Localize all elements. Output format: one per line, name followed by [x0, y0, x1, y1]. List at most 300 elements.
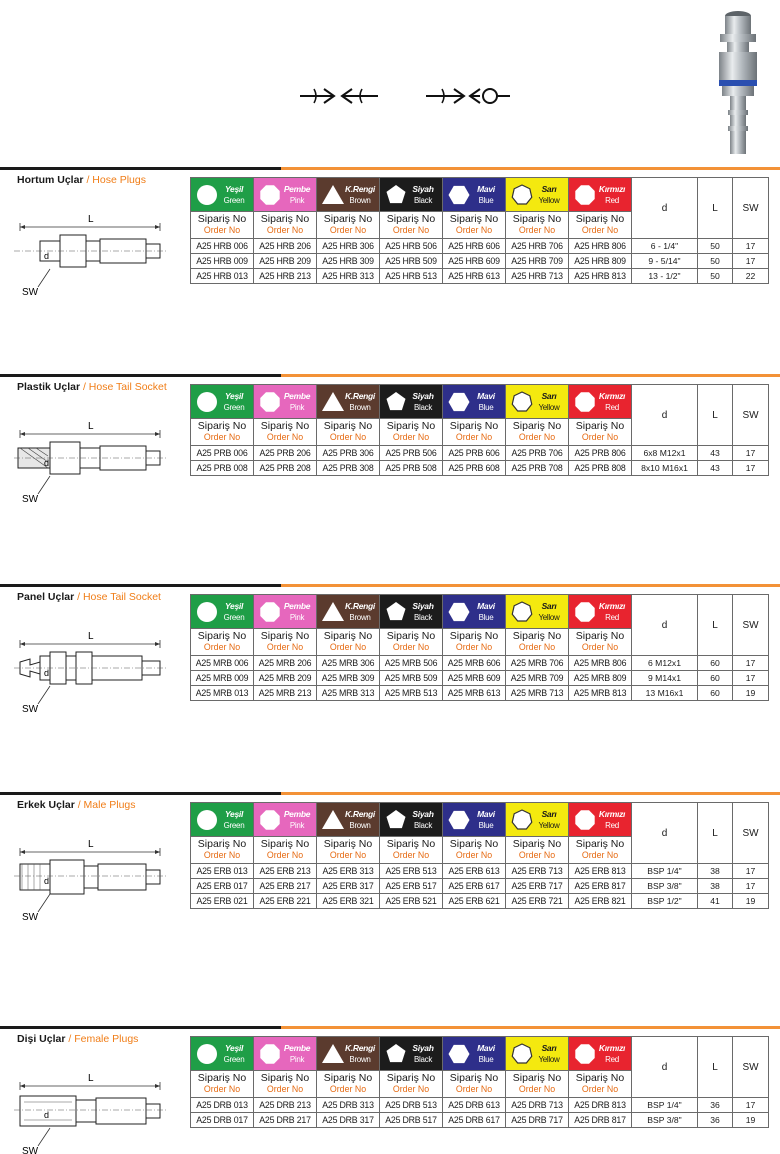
order-no-tr: Sipariş No	[512, 630, 562, 642]
order-code-cell: A25 MRB 206	[254, 656, 317, 671]
order-code-cell: A25 HRB 709	[506, 254, 569, 269]
color-swatch-black	[380, 803, 443, 837]
column-header-d: d	[632, 595, 698, 656]
order-no-tr: Sipariş No	[575, 420, 625, 432]
order-code-cell: A25 DRB 817	[569, 1113, 632, 1128]
column-header-d: d	[632, 385, 698, 446]
color-name-tr: Mavi	[477, 601, 495, 611]
column-header-SW: SW	[733, 595, 769, 656]
color-swatch-green	[191, 1037, 254, 1071]
order-code-cell: A25 DRB 013	[191, 1098, 254, 1113]
d-cell: BSP 3/8"	[632, 879, 698, 894]
column-header-d: d	[632, 1037, 698, 1098]
order-no-header	[380, 1071, 443, 1098]
table-row	[191, 879, 769, 894]
order-no-header	[317, 1071, 380, 1098]
order-code-cell: A25 ERB 717	[506, 879, 569, 894]
catalog-header	[0, 0, 780, 160]
d-cell: BSP 1/4"	[632, 864, 698, 879]
order-no-header	[506, 837, 569, 864]
order-no-en: Order No	[455, 642, 493, 652]
order-no-tr: Sipariş No	[197, 838, 247, 850]
section-title-en: / Hose Plugs	[86, 174, 146, 186]
order-code-cell: A25 MRB 709	[506, 671, 569, 686]
column-header-d: d	[632, 178, 698, 239]
order-no-en: Order No	[203, 850, 241, 860]
color-name-en: Brown	[349, 403, 371, 412]
SW-cell: 17	[733, 461, 769, 476]
order-no-tr: Sipariş No	[449, 420, 499, 432]
order-code-cell: A25 PRB 706	[506, 446, 569, 461]
dimension-d-label: d	[44, 668, 50, 678]
section-divider	[0, 1026, 780, 1029]
quick-coupling-plug-image	[700, 6, 770, 156]
color-name-en: Pink	[289, 821, 305, 830]
order-code-cell: A25 DRB 313	[317, 1098, 380, 1113]
spec-table	[190, 594, 769, 701]
SW-cell: 19	[733, 1113, 769, 1128]
color-name-en: Yellow	[538, 403, 560, 412]
order-no-header	[380, 212, 443, 239]
color-name-tr: Sarı	[541, 184, 557, 194]
color-name-tr: K.Rengi	[344, 184, 375, 194]
order-code-cell: A25 HRB 813	[569, 269, 632, 284]
color-name-tr: Mavi	[477, 184, 495, 194]
octagon-icon	[258, 390, 282, 414]
order-no-en: Order No	[455, 225, 493, 235]
color-name-tr: Siyah	[412, 601, 434, 611]
order-no-tr: Sipariş No	[260, 420, 310, 432]
order-no-en: Order No	[329, 432, 367, 442]
order-no-tr: Sipariş No	[512, 213, 562, 225]
spec-table	[190, 1036, 769, 1128]
coupling-technical-drawing	[10, 820, 180, 930]
dimension-SW-label: SW	[22, 704, 39, 715]
order-code-cell: A25 ERB 713	[506, 864, 569, 879]
order-code-cell: A25 DRB 717	[506, 1113, 569, 1128]
order-no-tr: Sipariş No	[323, 630, 373, 642]
L-cell: 38	[698, 879, 733, 894]
order-code-cell: A25 HRB 006	[191, 239, 254, 254]
L-cell: 60	[698, 671, 733, 686]
order-code-cell: A25 HRB 313	[317, 269, 380, 284]
order-no-header	[443, 212, 506, 239]
circle-icon	[195, 1042, 219, 1066]
order-code-cell: A25 HRB 306	[317, 239, 380, 254]
color-name-tr: Pembe	[283, 1043, 311, 1053]
octagon-icon	[573, 1042, 597, 1066]
d-cell: 8x10 M16x1	[632, 461, 698, 476]
color-name-tr: Sarı	[541, 391, 557, 401]
color-name-en: Black	[413, 196, 433, 205]
color-name-tr: Kırmızı	[598, 1043, 626, 1053]
order-code-cell: A25 PRB 008	[191, 461, 254, 476]
order-code-cell: A25 DRB 617	[443, 1113, 506, 1128]
color-swatch-pink	[254, 178, 317, 212]
order-no-en: Order No	[392, 850, 430, 860]
order-code-cell: A25 ERB 513	[380, 864, 443, 879]
order-no-header	[317, 419, 380, 446]
color-name-tr: Yeşil	[224, 809, 244, 819]
L-cell: 41	[698, 894, 733, 909]
heptagon-icon	[510, 600, 534, 624]
octagon-icon	[258, 1042, 282, 1066]
order-code-cell: A25 PRB 006	[191, 446, 254, 461]
order-no-en: Order No	[329, 1084, 367, 1094]
d-cell: 13 - 1/2"	[632, 269, 698, 284]
color-swatch-pink	[254, 595, 317, 629]
quick-coupling-symbol-icon	[298, 78, 382, 114]
order-code-cell: A25 DRB 713	[506, 1098, 569, 1113]
color-name-en: Yellow	[538, 613, 560, 622]
order-code-cell: A25 ERB 821	[569, 894, 632, 909]
order-code-cell: A25 HRB 809	[569, 254, 632, 269]
pentagon-icon	[384, 183, 408, 207]
order-code-cell: A25 ERB 613	[443, 864, 506, 879]
table-row	[191, 864, 769, 879]
color-name-en: Blue	[478, 1055, 494, 1064]
order-no-tr: Sipariş No	[575, 1072, 625, 1084]
order-code-cell: A25 ERB 321	[317, 894, 380, 909]
color-name-tr: Mavi	[477, 1043, 495, 1053]
color-name-tr: K.Rengi	[344, 1043, 375, 1053]
triangle-icon	[321, 808, 345, 832]
order-no-tr: Sipariş No	[575, 213, 625, 225]
color-name-en: Black	[413, 821, 433, 830]
section-title-en: / Hose Tail Socket	[77, 591, 161, 603]
SW-cell: 17	[733, 656, 769, 671]
order-code-cell: A25 MRB 309	[317, 671, 380, 686]
color-name-tr: Siyah	[412, 809, 434, 819]
order-no-header	[191, 419, 254, 446]
order-code-cell: A25 PRB 808	[569, 461, 632, 476]
dimension-L-label: L	[88, 214, 94, 225]
table-row	[191, 1098, 769, 1113]
table-row	[191, 269, 769, 284]
color-name-tr: Yeşil	[224, 601, 244, 611]
color-swatch-green	[191, 385, 254, 419]
SW-cell: 17	[733, 1098, 769, 1113]
section-title	[17, 174, 146, 186]
color-swatch-blue	[443, 595, 506, 629]
section-divider	[0, 374, 780, 377]
color-name-tr: K.Rengi	[344, 809, 375, 819]
color-name-en: Green	[223, 196, 245, 205]
order-code-cell: A25 ERB 017	[191, 879, 254, 894]
coupling-technical-drawing	[10, 612, 180, 722]
color-name-tr: K.Rengi	[344, 391, 375, 401]
order-no-tr: Sipariş No	[386, 838, 436, 850]
octagon-icon	[573, 183, 597, 207]
color-swatch-brown	[317, 595, 380, 629]
order-no-tr: Sipariş No	[575, 838, 625, 850]
quick-coupling-open-symbol-icon	[424, 78, 514, 114]
order-no-en: Order No	[392, 1084, 430, 1094]
order-no-en: Order No	[518, 225, 556, 235]
order-no-tr: Sipariş No	[197, 420, 247, 432]
order-code-cell: A25 MRB 606	[443, 656, 506, 671]
order-code-cell: A25 PRB 508	[380, 461, 443, 476]
color-swatch-brown	[317, 385, 380, 419]
order-no-tr: Sipariş No	[449, 630, 499, 642]
color-swatch-red	[569, 1037, 632, 1071]
order-code-cell: A25 DRB 517	[380, 1113, 443, 1128]
color-swatch-red	[569, 803, 632, 837]
hexagon-icon	[447, 808, 471, 832]
color-name-en: Yellow	[538, 1055, 560, 1064]
pentagon-icon	[384, 600, 408, 624]
table-row	[191, 254, 769, 269]
order-no-header	[506, 212, 569, 239]
column-header-L: L	[698, 178, 733, 239]
order-code-cell: A25 DRB 513	[380, 1098, 443, 1113]
order-code-cell: A25 MRB 506	[380, 656, 443, 671]
order-no-tr: Sipariş No	[197, 630, 247, 642]
hexagon-icon	[447, 600, 471, 624]
color-name-tr: Sarı	[541, 809, 557, 819]
color-name-en: Red	[605, 613, 619, 622]
order-code-cell: A25 MRB 009	[191, 671, 254, 686]
column-header-L: L	[698, 803, 733, 864]
order-no-tr: Sipariş No	[449, 213, 499, 225]
color-name-en: Pink	[289, 1055, 305, 1064]
circle-icon	[195, 183, 219, 207]
order-code-cell: A25 MRB 706	[506, 656, 569, 671]
order-no-tr: Sipariş No	[323, 213, 373, 225]
order-code-cell: A25 HRB 513	[380, 269, 443, 284]
d-cell: 6 - 1/4"	[632, 239, 698, 254]
d-cell: BSP 1/2"	[632, 894, 698, 909]
order-code-cell: A25 MRB 209	[254, 671, 317, 686]
order-code-cell: A25 PRB 606	[443, 446, 506, 461]
color-name-tr: Kırmızı	[598, 184, 626, 194]
order-code-cell: A25 MRB 306	[317, 656, 380, 671]
color-name-en: Black	[413, 403, 433, 412]
order-code-cell: A25 HRB 706	[506, 239, 569, 254]
order-code-cell: A25 ERB 617	[443, 879, 506, 894]
circle-icon	[195, 390, 219, 414]
order-code-cell: A25 HRB 609	[443, 254, 506, 269]
color-name-tr: Pembe	[283, 184, 311, 194]
dimension-L-label: L	[88, 631, 94, 642]
color-name-en: Green	[223, 403, 245, 412]
order-no-en: Order No	[266, 1084, 304, 1094]
color-swatch-pink	[254, 803, 317, 837]
d-cell: 9 M14x1	[632, 671, 698, 686]
d-cell: 6x8 M12x1	[632, 446, 698, 461]
order-code-cell: A25 PRB 708	[506, 461, 569, 476]
order-code-cell: A25 MRB 809	[569, 671, 632, 686]
color-swatch-yellow	[506, 803, 569, 837]
L-cell: 50	[698, 254, 733, 269]
SW-cell: 19	[733, 894, 769, 909]
order-no-en: Order No	[266, 642, 304, 652]
order-code-cell: A25 HRB 713	[506, 269, 569, 284]
order-code-cell: A25 ERB 213	[254, 864, 317, 879]
color-name-en: Pink	[289, 403, 305, 412]
order-no-header	[191, 629, 254, 656]
color-name-en: Black	[413, 1055, 433, 1064]
order-code-cell: A25 HRB 009	[191, 254, 254, 269]
order-no-header	[380, 837, 443, 864]
pentagon-icon	[384, 390, 408, 414]
order-code-cell: A25 MRB 509	[380, 671, 443, 686]
L-cell: 50	[698, 269, 733, 284]
color-swatch-brown	[317, 1037, 380, 1071]
order-no-en: Order No	[581, 642, 619, 652]
order-code-cell: A25 DRB 613	[443, 1098, 506, 1113]
order-no-en: Order No	[329, 225, 367, 235]
spec-table	[190, 384, 769, 476]
SW-cell: 17	[733, 446, 769, 461]
octagon-icon	[573, 808, 597, 832]
circle-icon	[195, 808, 219, 832]
color-swatch-brown	[317, 803, 380, 837]
order-no-tr: Sipariş No	[512, 420, 562, 432]
order-code-cell: A25 ERB 013	[191, 864, 254, 879]
column-header-L: L	[698, 595, 733, 656]
order-code-cell: A25 DRB 813	[569, 1098, 632, 1113]
color-name-en: Brown	[349, 821, 371, 830]
order-code-cell: A25 MRB 613	[443, 686, 506, 701]
color-name-tr: K.Rengi	[344, 601, 375, 611]
color-swatch-yellow	[506, 385, 569, 419]
order-no-tr: Sipariş No	[323, 1072, 373, 1084]
order-no-header	[317, 837, 380, 864]
table-row	[191, 894, 769, 909]
order-code-cell: A25 HRB 206	[254, 239, 317, 254]
color-name-en: Red	[605, 403, 619, 412]
color-swatch-red	[569, 595, 632, 629]
pentagon-icon	[384, 808, 408, 832]
order-no-tr: Sipariş No	[449, 1072, 499, 1084]
order-code-cell: A25 HRB 209	[254, 254, 317, 269]
order-no-tr: Sipariş No	[386, 213, 436, 225]
section-title-tr: Plastik Uçlar	[17, 381, 81, 393]
L-cell: 60	[698, 686, 733, 701]
color-swatch-yellow	[506, 178, 569, 212]
order-code-cell: A25 DRB 317	[317, 1113, 380, 1128]
order-no-tr: Sipariş No	[260, 213, 310, 225]
order-no-en: Order No	[203, 1084, 241, 1094]
section-title	[17, 591, 161, 603]
SW-cell: 17	[733, 254, 769, 269]
order-code-cell: A25 MRB 013	[191, 686, 254, 701]
order-no-en: Order No	[392, 225, 430, 235]
order-no-tr: Sipariş No	[260, 838, 310, 850]
hexagon-icon	[447, 183, 471, 207]
SW-cell: 17	[733, 671, 769, 686]
table-row	[191, 239, 769, 254]
order-no-tr: Sipariş No	[449, 838, 499, 850]
order-code-cell: A25 HRB 606	[443, 239, 506, 254]
color-name-en: Pink	[289, 196, 305, 205]
order-no-header	[569, 1071, 632, 1098]
order-no-en: Order No	[581, 850, 619, 860]
table-row	[191, 656, 769, 671]
order-no-en: Order No	[392, 432, 430, 442]
order-code-cell: A25 PRB 506	[380, 446, 443, 461]
color-name-tr: Mavi	[477, 809, 495, 819]
color-name-tr: Siyah	[412, 391, 434, 401]
dimension-SW-label: SW	[22, 912, 39, 923]
order-code-cell: A25 ERB 317	[317, 879, 380, 894]
column-header-d: d	[632, 803, 698, 864]
order-no-header	[443, 837, 506, 864]
order-code-cell: A25 PRB 208	[254, 461, 317, 476]
order-code-cell: A25 DRB 213	[254, 1098, 317, 1113]
order-no-header	[506, 1071, 569, 1098]
order-no-en: Order No	[329, 850, 367, 860]
color-name-tr: Yeşil	[224, 184, 244, 194]
order-no-en: Order No	[266, 850, 304, 860]
color-swatch-yellow	[506, 1037, 569, 1071]
order-code-cell: A25 ERB 817	[569, 879, 632, 894]
order-code-cell: A25 ERB 217	[254, 879, 317, 894]
dimension-d-label: d	[44, 458, 50, 468]
octagon-icon	[258, 183, 282, 207]
color-swatch-pink	[254, 1037, 317, 1071]
heptagon-icon	[510, 808, 534, 832]
order-no-header	[569, 629, 632, 656]
order-no-header	[254, 419, 317, 446]
order-no-header	[506, 629, 569, 656]
section-title-tr: Erkek Uçlar	[17, 799, 75, 811]
section-divider	[0, 167, 780, 170]
octagon-icon	[258, 808, 282, 832]
SW-cell: 22	[733, 269, 769, 284]
color-name-en: Green	[223, 1055, 245, 1064]
order-code-cell: A25 HRB 309	[317, 254, 380, 269]
color-swatch-black	[380, 1037, 443, 1071]
color-name-en: Green	[223, 613, 245, 622]
section-title	[17, 799, 136, 811]
order-no-tr: Sipariş No	[386, 630, 436, 642]
triangle-icon	[321, 600, 345, 624]
order-code-cell: A25 MRB 006	[191, 656, 254, 671]
order-no-header	[191, 837, 254, 864]
section-divider	[0, 584, 780, 587]
spec-table	[190, 177, 769, 284]
order-no-en: Order No	[203, 225, 241, 235]
order-no-en: Order No	[518, 432, 556, 442]
dimension-L-label: L	[88, 421, 94, 432]
column-header-L: L	[698, 385, 733, 446]
dimension-SW-label: SW	[22, 1146, 39, 1154]
order-no-header	[443, 629, 506, 656]
order-code-cell: A25 PRB 608	[443, 461, 506, 476]
section-title-en: / Female Plugs	[68, 1033, 139, 1045]
L-cell: 43	[698, 461, 733, 476]
color-swatch-blue	[443, 385, 506, 419]
order-no-header	[254, 212, 317, 239]
color-name-en: Blue	[478, 821, 494, 830]
color-name-en: Pink	[289, 613, 305, 622]
order-code-cell: A25 DRB 017	[191, 1113, 254, 1128]
column-header-SW: SW	[733, 803, 769, 864]
order-code-cell: A25 MRB 806	[569, 656, 632, 671]
octagon-icon	[573, 390, 597, 414]
heptagon-icon	[510, 183, 534, 207]
section-divider	[0, 792, 780, 795]
order-no-header	[380, 419, 443, 446]
order-code-cell: A25 ERB 813	[569, 864, 632, 879]
d-cell: BSP 3/8"	[632, 1113, 698, 1128]
color-swatch-green	[191, 803, 254, 837]
order-no-en: Order No	[518, 850, 556, 860]
section-title-tr: Panel Uçlar	[17, 591, 75, 603]
color-swatch-red	[569, 385, 632, 419]
